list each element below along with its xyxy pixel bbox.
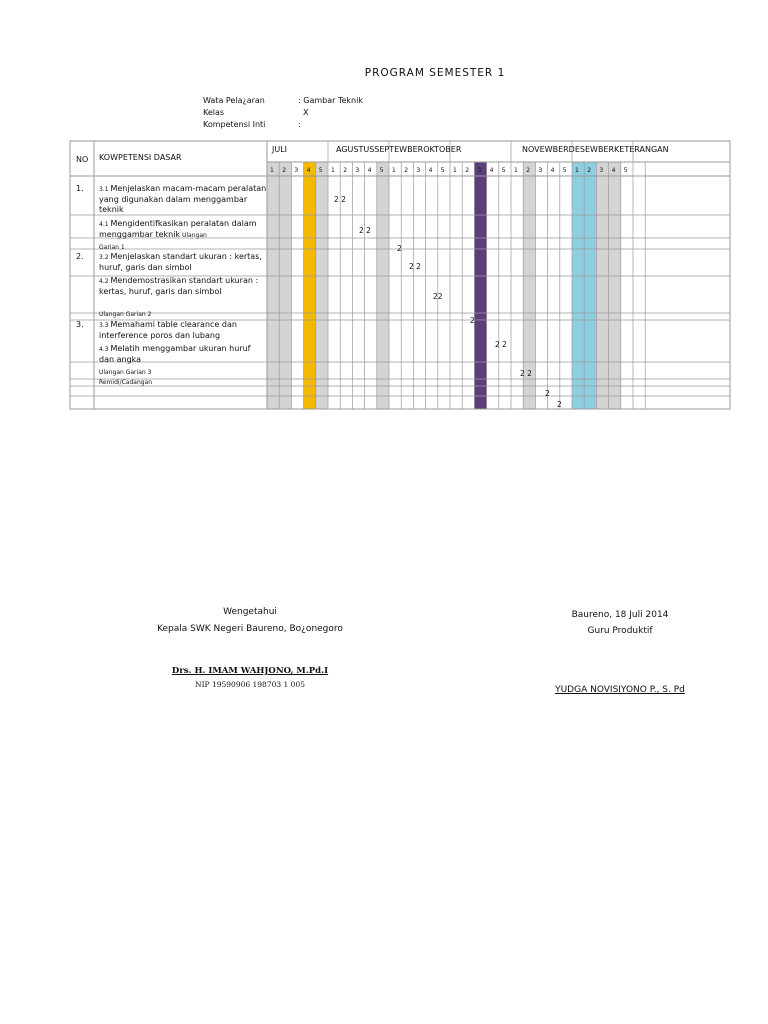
week-number: 5	[501, 167, 506, 174]
competency-text	[99, 184, 269, 215]
week-number: 1	[514, 167, 518, 174]
competency-desc: Menjelaskan standart ukuran : kertas, huruf, garis dan simbol	[99, 252, 262, 272]
week-number: 4	[611, 167, 616, 174]
row-number: 2.	[76, 252, 84, 261]
week-number: 3	[416, 167, 421, 174]
week-number: 2	[282, 167, 287, 174]
shaded-week-column	[584, 162, 596, 409]
week-number: 4	[428, 167, 433, 174]
hour-allocation: 22	[433, 292, 443, 301]
hour-allocation: 2	[557, 400, 562, 409]
week-number: 4	[306, 167, 311, 174]
teacher-name: YUDGA NOVISIYONO P., S. Pd	[555, 685, 685, 695]
week-number: 3	[599, 167, 604, 174]
week-number: 5	[440, 167, 445, 174]
sign-right-line1: Baureno, 18 Juli 2014	[571, 610, 669, 620]
week-number: 3	[477, 167, 482, 174]
hour-allocation: 2 2	[409, 262, 421, 271]
competency-code: 3.2	[99, 254, 111, 261]
week-number: 1	[392, 167, 396, 174]
week-number: 2	[465, 167, 470, 174]
headmaster-nip: NIP 19590906 198703 1 005	[195, 680, 305, 689]
header-no: NO	[76, 155, 89, 164]
ki-value: :	[298, 120, 301, 129]
row-number: 1.	[76, 184, 84, 193]
week-number: 1	[331, 167, 335, 174]
week-number: 1	[270, 167, 274, 174]
competency-text	[99, 219, 264, 241]
week-number: 5	[562, 167, 567, 174]
week-number: 4	[367, 167, 372, 174]
competency-desc: Ulangan Garian 3	[99, 369, 152, 376]
week-number: 5	[318, 167, 323, 174]
hour-allocation: 2 2	[495, 340, 507, 349]
sign-left-line1: Wengetahui	[223, 607, 277, 617]
month-agu-sep-okt: AGUSTUSSEPTEWBEROKTOBER	[336, 145, 462, 154]
week-number: 2	[343, 167, 348, 174]
week-number: 5	[623, 167, 628, 174]
competency-text	[99, 309, 259, 320]
sign-left-line2: Kepala SWK Negeri Baureno, Bo¿onegoro	[157, 624, 343, 634]
shaded-week-column	[316, 162, 328, 409]
hour-allocation: 2 2	[334, 195, 346, 204]
shaded-week-column	[572, 162, 584, 409]
week-number: 2	[404, 167, 409, 174]
competency-code: 3.3	[99, 322, 111, 329]
competency-desc: Melatih menggambar ukuran huruf dan angka	[99, 344, 251, 364]
headmaster-name: Drs. H. IMAM WAHJONO, M.Pd.I	[171, 666, 329, 676]
competency-code: 4.3	[99, 346, 111, 353]
competency-text	[99, 377, 259, 388]
competency-text	[99, 276, 259, 297]
competency-desc: Mendemostrasikan standart ukuran : kertas, huruf, garis dan simbol	[99, 276, 259, 296]
month-juli: JULI	[272, 145, 288, 154]
header-kd: KOWPETENSI DASAR	[99, 153, 182, 162]
week-number: 3	[294, 167, 299, 174]
week-number: 4	[550, 167, 555, 174]
month-nov-des-ket: NOVEWBERDESEWBERKETERANGAN	[522, 145, 669, 154]
shaded-week-column	[377, 162, 389, 409]
competency-code: 4.1	[99, 221, 111, 228]
hour-allocation: 2	[470, 316, 475, 325]
competency-desc: Menjelaskan macam-macam peralatan yang digunakan dalam menggambar teknik	[99, 184, 267, 214]
hour-allocation: 2	[397, 244, 402, 253]
sign-right-line2: Guru Produktif	[587, 626, 653, 636]
shaded-week-column	[596, 162, 608, 409]
hour-allocation: 2 2	[359, 226, 371, 235]
mapel-label: Wata Pela¿aran	[203, 96, 265, 105]
competency-code: 3.1	[99, 186, 111, 193]
mapel-value: : Gambar Teknik	[298, 96, 363, 105]
shaded-week-column	[474, 162, 486, 409]
competency-desc: Mengidentifkasikan peralatan dalam menggambar teknik	[99, 219, 257, 239]
week-number: 3	[538, 167, 543, 174]
week-number: 1	[575, 167, 579, 174]
competency-text	[99, 252, 269, 273]
competency-desc: Garian 1	[99, 244, 125, 251]
kelas-label: Kelas	[203, 108, 225, 117]
ki-label: Kompetensi Inti	[203, 120, 266, 129]
competency-desc: Memahami table clearance dan interference poros dan lubang	[99, 320, 237, 340]
shaded-week-column	[304, 162, 316, 409]
shaded-week-column	[609, 162, 621, 409]
week-number: 1	[453, 167, 457, 174]
kelas-value: X	[303, 108, 309, 117]
competency-desc: Remidi/Cadangan	[99, 379, 153, 386]
week-number: 2	[587, 167, 592, 174]
competency-code: 4.2	[99, 278, 111, 285]
page-title: PROGRAM SEMESTER 1	[364, 67, 506, 79]
week-number: 5	[379, 167, 384, 174]
week-number: 3	[355, 167, 360, 174]
hour-allocation: 2	[545, 389, 550, 398]
shaded-week-column	[279, 162, 291, 409]
competency-text	[99, 344, 259, 365]
hour-allocation: 2 2	[520, 369, 532, 378]
competency-text	[99, 320, 264, 341]
week-number: 2	[526, 167, 531, 174]
row-number: 3.	[76, 320, 84, 329]
competency-desc: Ulangan Garian 2	[99, 311, 152, 318]
week-number: 4	[489, 167, 494, 174]
competency-tail: Ulangan	[180, 232, 207, 239]
